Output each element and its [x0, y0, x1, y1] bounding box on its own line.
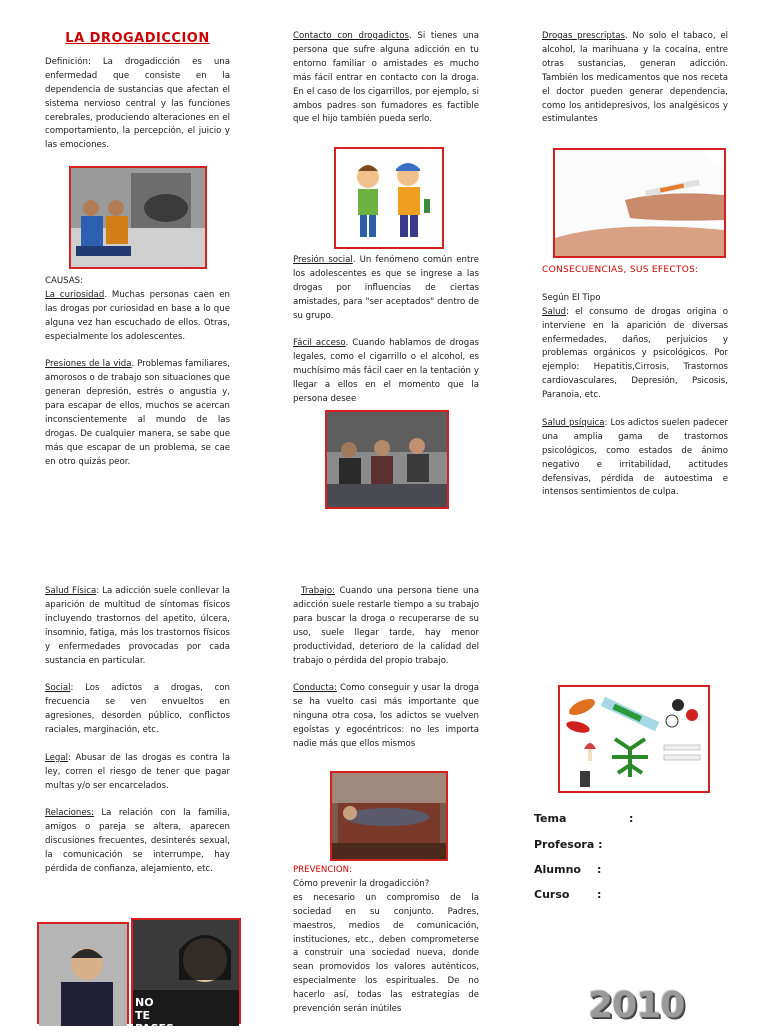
contact-paragraph — [293, 30, 479, 127]
physical-health-label: Salud Física — [45, 586, 97, 596]
legal-text: : Abusar de las drogas es contra la ley, corren el riesgo de tener que pagar multas y/o ser encarcelados. — [45, 752, 230, 791]
info-curso — [534, 888, 654, 901]
drugs-collage-photo — [558, 685, 710, 793]
column-3-consequences — [542, 264, 728, 514]
curso-sep: : — [597, 888, 602, 901]
relations-label: Relaciones: — [45, 808, 95, 819]
column-2 — [293, 30, 479, 141]
student-photo — [37, 922, 129, 1024]
social-pressure-text: . Un fenómeno común entre los adolescentes es que se ingrese a las drogas por influencias de ciertas amistades, para "ser aceptados" dentro de su grupo. — [293, 255, 479, 321]
pressures-label: Presiones de la vida — [45, 359, 132, 370]
legal-label: Legal — [45, 752, 69, 763]
brochure-title: LA DROGADICCION — [65, 31, 210, 46]
injection-photo — [553, 148, 726, 258]
prescribed-drugs-text: . No solo el tabaco, el alcohol, la marihuana y la cocaína, entre otras sustancias, generan adicción. También los medicamentos que nos receta el doctor pueden generar dependencia, como los antidepresivos, los analgésicos y estimulantes — [542, 31, 728, 125]
tema-label: Tema — [534, 812, 567, 825]
physical-health-text: : La adicción suele conllevar la aparición de multitud de síntomas físicos incluyendo trastornos del apetito, úlcera, insomnio, fatiga, más los trastornos físicos y enfermedades provocadas por cada sustancia en particular. — [45, 586, 230, 666]
column-5 — [293, 585, 479, 766]
physical-health-paragraph — [45, 585, 230, 668]
health-text: : el consumo de drogas origina o interviene en la aparición de diversas enfermedades, daños, perjuicios y problemas orgánicos y psicológicos. Por ejemplo: Hepatitis,Cirrosis, Trastornos cardiovasculares, Depresión, Psicosis, Paranoia, etc. — [542, 306, 728, 401]
no-te-pases-photo — [131, 918, 241, 1035]
tema-sep: : — [629, 812, 634, 825]
prevention-paragraph: es necesario un compromiso de la sociedad en su conjunto. Padres, maestros, medios de comunicación, instituciones, etc., deben comprometerse a construir una sociedad nueva, donde sean promovidos los valores auténticos, especialmente los espirituales. De no hacerlo así, todas las estrategias de prevención serán inútiles — [293, 892, 479, 1015]
definition-paragraph: Definición: La drogadicción es una enfermedad que consiste en la dependencia de sustancias que afectan el sistema nervioso central y las funciones cerebrales, produciendo alteraciones en el comportamiento, la percepción, el juicio y las emociones. — [45, 56, 230, 151]
pressures-paragraph — [45, 358, 230, 469]
alumno-label: Alumno — [534, 863, 581, 876]
prevention-question: Cómo prevenir la drogadicción? — [293, 878, 430, 889]
relations-paragraph — [45, 807, 230, 877]
easy-access-text: . Cuando hablamos de drogas legales, como el cigarrillo o el alcohol, es muchísimo más fácil caer en la tentación y llegar a ellos en el momento que la persona desee — [293, 338, 479, 405]
social-text: : Los adictos a drogas, con frecuencia se ven envueltos en agresiones, desorden público, conflictos raciales, marginación, etc. — [45, 683, 230, 736]
conduct-paragraph — [293, 682, 479, 752]
column-2-lower — [293, 254, 479, 421]
drugs-collage-illustration — [560, 687, 708, 791]
social-pressure-paragraph — [293, 254, 479, 324]
social-paragraph — [45, 682, 230, 738]
conduct-text: Como conseguir y usar la droga se ha vuelto casi más importante que ninguna otra cosa, los adictos se vuelven egoístas y egocéntricos: no les importa nadie más que ellos mismos — [293, 683, 479, 749]
consequences-heading: CONSECUENCIAS, SUS EFECTOS: — [542, 265, 699, 275]
prescribed-drugs-paragraph — [542, 30, 728, 127]
column-1 — [45, 32, 230, 167]
work-paragraph — [293, 585, 479, 668]
work-label: Trabajo: — [301, 586, 336, 596]
column-5-prevention — [293, 864, 479, 1031]
pressures-text: . Problemas familiares, amorosos o de trabajo son situaciones que generan depresión, estrés o angustia y, para escapar de ellos, muchos se acercan inconscientemente al mundo de las drogas. De cualquier manera, se sabe que más que escapar de un problema, se cae en otro quizás peor. — [45, 359, 230, 467]
column-3 — [542, 30, 728, 141]
injection-illustration — [555, 150, 724, 256]
info-tema — [534, 812, 654, 825]
conduct-label: Conducta: — [293, 683, 337, 694]
contact-label: Contacto con drogadictos — [293, 31, 409, 41]
causes-heading: CAUSAS: — [45, 276, 84, 286]
curiosity-paragraph — [45, 289, 230, 345]
alumno-sep: : — [597, 863, 602, 876]
column-1-causes — [45, 275, 230, 484]
mental-health-label: Salud psíquica — [542, 417, 605, 428]
kids-cartoon-illustration — [336, 149, 442, 247]
curiosity-text: . Muchas personas caen en las drogas por curiosidad en base a lo que alguna vez han escuchado de ellos. Otras, especialmente los adolescentes. — [45, 289, 230, 342]
info-alumno — [534, 863, 654, 876]
passed-out-illustration — [332, 773, 446, 859]
kids-smoking-cartoon — [334, 147, 444, 249]
easy-access-paragraph — [293, 337, 479, 407]
prevention-heading: PREVENCION: — [293, 865, 352, 875]
easy-access-label: Fácil acceso — [293, 338, 346, 349]
teens-drugs-illustration — [71, 168, 205, 267]
by-type-label: Según El Tipo — [542, 292, 601, 303]
legal-paragraph — [45, 752, 230, 794]
health-label: Salud — [542, 306, 567, 317]
year-logo: 2010 — [588, 985, 685, 1026]
curiosity-label: La curiosidad — [45, 289, 105, 300]
health-paragraph — [542, 306, 728, 403]
group-photo-illustration — [327, 412, 447, 507]
social-pressure-label: Presión social — [293, 255, 353, 265]
info-profesora — [534, 838, 654, 851]
contact-text: . Si tienes una persona que sufre alguna adicción en tu entorno familiar o amistades es mucho más fácil entrar en contacto con la droga. En el caso de los cigarrillos, por ejemplo, si ambos padres son fumadores es factible que el hijo también pueda serlo. — [293, 31, 479, 125]
mental-health-text: : Los adictos suelen padecer una amplia gama de trastornos psicológicos, como estados de ánimo negativo e irritabilidad, actitudes defensivas, pérdida de autoestima e intensos sentimientos de culpa. — [542, 417, 728, 498]
mental-health-paragraph — [542, 417, 728, 500]
work-text: Cuando una persona tiene una adicción suele restarle tiempo a su trabajo para buscar la droga o recuperarse de su uso, suele llegar tarde, hay menor productividad, deterioro de la calidad del trabajo o pérdida del propio trabajo. — [293, 586, 479, 666]
social-label: Social — [45, 683, 71, 694]
student-illustration — [39, 924, 127, 1026]
curso-label: Curso — [534, 888, 570, 901]
relations-text: La relación con la familia, amigos o pareja se altera, aparecen discusiones frecuentes, desinterés sexual, la comunicación se interrumpe, hay pérdida de confianza, alejamiento, etc. — [45, 808, 230, 875]
no-te-pases-sign: NO TE PASES — [135, 996, 174, 1035]
profesora-label: Profesora : — [534, 838, 603, 851]
passed-out-photo — [330, 771, 448, 861]
prescribed-drugs-label: Drogas prescriptas — [542, 31, 625, 41]
group-sitting-photo — [325, 410, 449, 509]
teens-drugs-photo — [69, 166, 207, 269]
column-4 — [45, 585, 230, 891]
